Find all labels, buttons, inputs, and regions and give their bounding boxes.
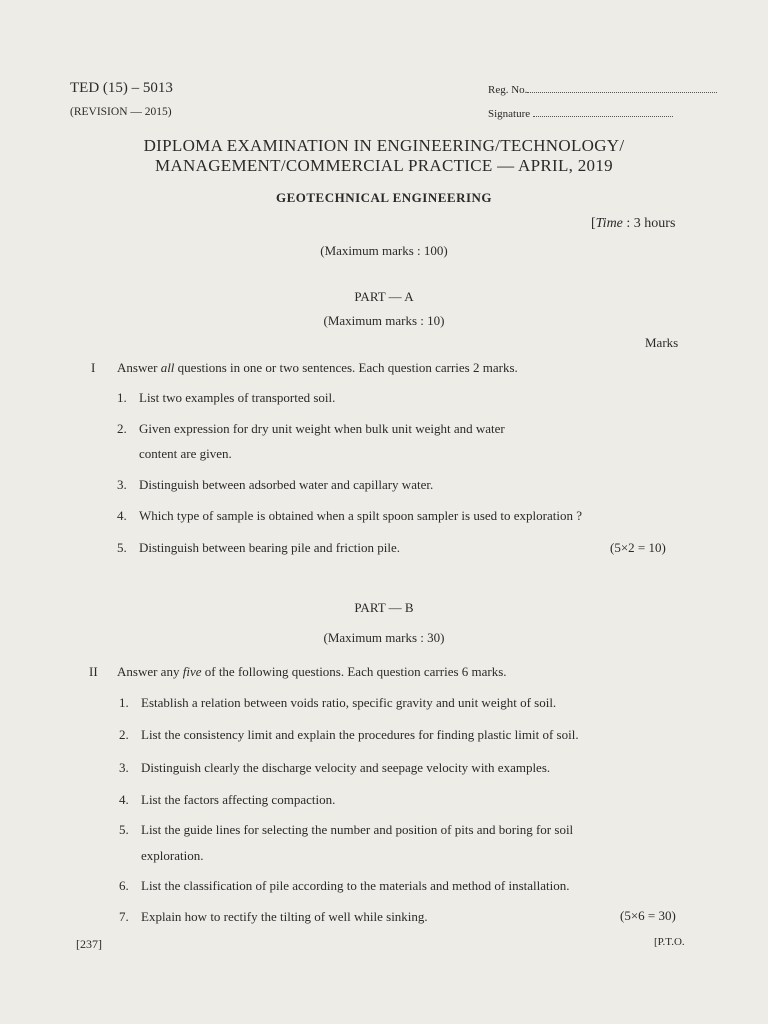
part-a-max-marks: (Maximum marks : 10)	[323, 313, 445, 328]
max-marks: (Maximum marks : 100)	[320, 243, 448, 258]
question-b2	[119, 727, 579, 743]
question-text: List two examples of transported soil.	[139, 390, 336, 405]
question-text: Explain how to rectify the tilting of well while sinking.	[141, 909, 428, 924]
question-number: 2.	[117, 421, 127, 436]
question-text: Distinguish between bearing pile and friction pile.	[139, 540, 401, 555]
reg-no-line	[527, 84, 717, 93]
question-b4	[119, 792, 335, 808]
part-a-instruction-text: Answer all questions in one or two sentences. Each question carries 2 marks.	[117, 360, 518, 375]
part-b-instruction	[117, 664, 507, 680]
reg-no-label: Reg. No.	[488, 84, 528, 96]
question-text: Distinguish between adsorbed water and capillary water.	[139, 477, 434, 492]
signature-label: Signature	[488, 108, 531, 120]
question-number: 7.	[119, 909, 129, 924]
page-code: [237]	[76, 937, 102, 951]
part-a-total-marks: (5×2 = 10)	[610, 540, 666, 555]
question-number: 3.	[119, 760, 129, 775]
marks-column-label: Marks	[645, 335, 679, 350]
exam-title-line2: MANAGEMENT/COMMERCIAL PRACTICE — APRIL, 2019	[155, 156, 613, 175]
question-text: Establish a relation between voids ratio, specific gravity and unit weight of soil.	[141, 695, 557, 710]
exam-time	[591, 216, 675, 232]
section-i-number: I	[91, 360, 96, 375]
part-a-title: PART — A	[354, 289, 414, 304]
question-b6	[119, 878, 570, 894]
time-text: [Time : 3 hours	[591, 216, 676, 231]
question-number: 1.	[117, 390, 127, 405]
question-b5	[119, 822, 573, 838]
exam-title-line1: DIPLOMA EXAMINATION IN ENGINEERING/TECHNOLOGY/	[143, 136, 625, 155]
question-a3	[117, 477, 433, 493]
subject-title: GEOTECHNICAL ENGINEERING	[275, 190, 493, 205]
question-text: Given expression for dry unit weight when bulk unit weight and water	[139, 421, 505, 436]
question-number: 3.	[117, 477, 127, 492]
question-number: 4.	[117, 508, 127, 523]
paper-code: TED (15) – 5013	[70, 80, 173, 96]
part-b-total-marks: (5×6 = 30)	[620, 908, 676, 923]
question-text: List the classification of pile according to the materials and method of installation.	[141, 878, 570, 893]
question-text: List the guide lines for selecting the number and position of pits and boring for soil	[141, 822, 574, 837]
question-number: 5.	[117, 540, 127, 555]
signature-field	[488, 108, 673, 120]
signature-line	[533, 108, 673, 117]
revision: (REVISION — 2015)	[70, 106, 172, 118]
question-b5-cont: exploration.	[141, 848, 204, 863]
pto-note: [P.T.O.	[654, 936, 685, 948]
question-a4	[117, 508, 582, 524]
part-b-title: PART — B	[354, 600, 414, 615]
question-b7	[119, 909, 428, 925]
question-text: List the factors affecting compaction.	[141, 792, 336, 807]
question-number: 6.	[119, 878, 129, 893]
question-a1	[117, 390, 335, 406]
part-b-instruction-text: Answer any five of the following questions. Each question carries 6 marks.	[117, 664, 507, 679]
question-number: 2.	[119, 727, 129, 742]
question-text: Which type of sample is obtained when a spilt spoon sampler is used to exploration ?	[139, 508, 582, 523]
question-text: Distinguish clearly the discharge velocity and seepage velocity with examples.	[141, 760, 551, 775]
question-a5	[117, 540, 400, 556]
section-ii-number: II	[89, 664, 98, 679]
question-text: List the consistency limit and explain the procedures for finding plastic limit of soil.	[141, 727, 579, 742]
question-number: 1.	[119, 695, 129, 710]
part-a-instruction	[117, 360, 518, 376]
question-b3	[119, 760, 550, 776]
question-a2-cont: content are given.	[139, 446, 232, 461]
question-a2	[117, 421, 505, 437]
part-b-max-marks: (Maximum marks : 30)	[323, 630, 445, 645]
question-number: 4.	[119, 792, 129, 807]
reg-no-field	[488, 84, 717, 96]
question-number: 5.	[119, 822, 129, 837]
question-b1	[119, 695, 556, 711]
